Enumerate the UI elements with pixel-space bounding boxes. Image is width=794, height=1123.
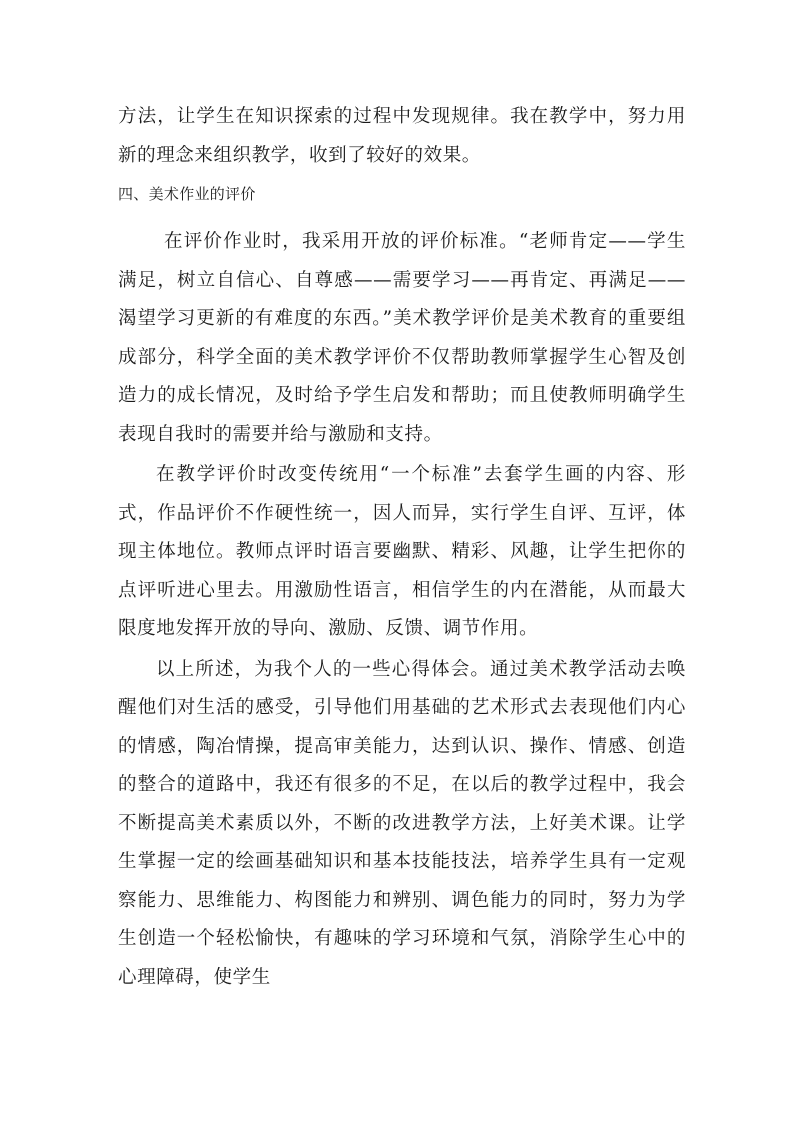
paragraph-intro: 方法，让学生在知识探索的过程中发现规律。我在教学中，努力用新的理念来组织教学，收到了较好的效果。 (118, 106, 686, 166)
paragraph-conclusion: 以上所述，为我个人的一些心得体会。通过美术教学活动去唤醒他们对生活的感受，引导他们用基础的艺术形式去表现他们内心的情感，陶冶情操，提高审美能力，达到认识、操作、情感、创造的整合的道路中，我还有很多的不足，在以后的教学过程中，我会不断提高美术素质以外，不断的改进教学方法，上好美术课。让学生掌握一定的绘画基础知识和基本技能技法，培养学生具有一定观察能力、思维能力、构图能力和辨别、调色能力的同时，努力为学生创造一个轻松愉快，有趣味的学习环境和气氛，消除学生心中的心理障碍，使学生 (118, 658, 686, 988)
paragraph-evaluation-standard: 在评价作业时，我采用开放的评价标准。“老师肯定——学生满足，树立自信心、自尊感——需要学习——再肯定、再满足——渴望学习更新的有难度的东西。”美术教学评价是美术教育的重要组成部分，科学全面的美术教学评价不仅帮助教师掌握学生心智及创造力的成长情况，及时给予学生启发和帮助；而且使教师明确学生表现自我时的需要并给与激励和支持。 (118, 231, 686, 445)
document-body (118, 98, 686, 997)
section-heading: 四、美术作业的评价 (118, 185, 256, 203)
paragraph-evaluation-method: 在教学评价时改变传统用“一个标准”去套学生画的内容、形式，作品评价不作硬性统一，因人而异，实行学生自评、互评，体现主体地位。教师点评时语言要幽默、精彩、风趣，让学生把你的点评听进心里去。用激励性语言，相信学生的内在潜能，从而最大限度地发挥开放的导向、激励、反馈、调节作用。 (118, 464, 686, 639)
